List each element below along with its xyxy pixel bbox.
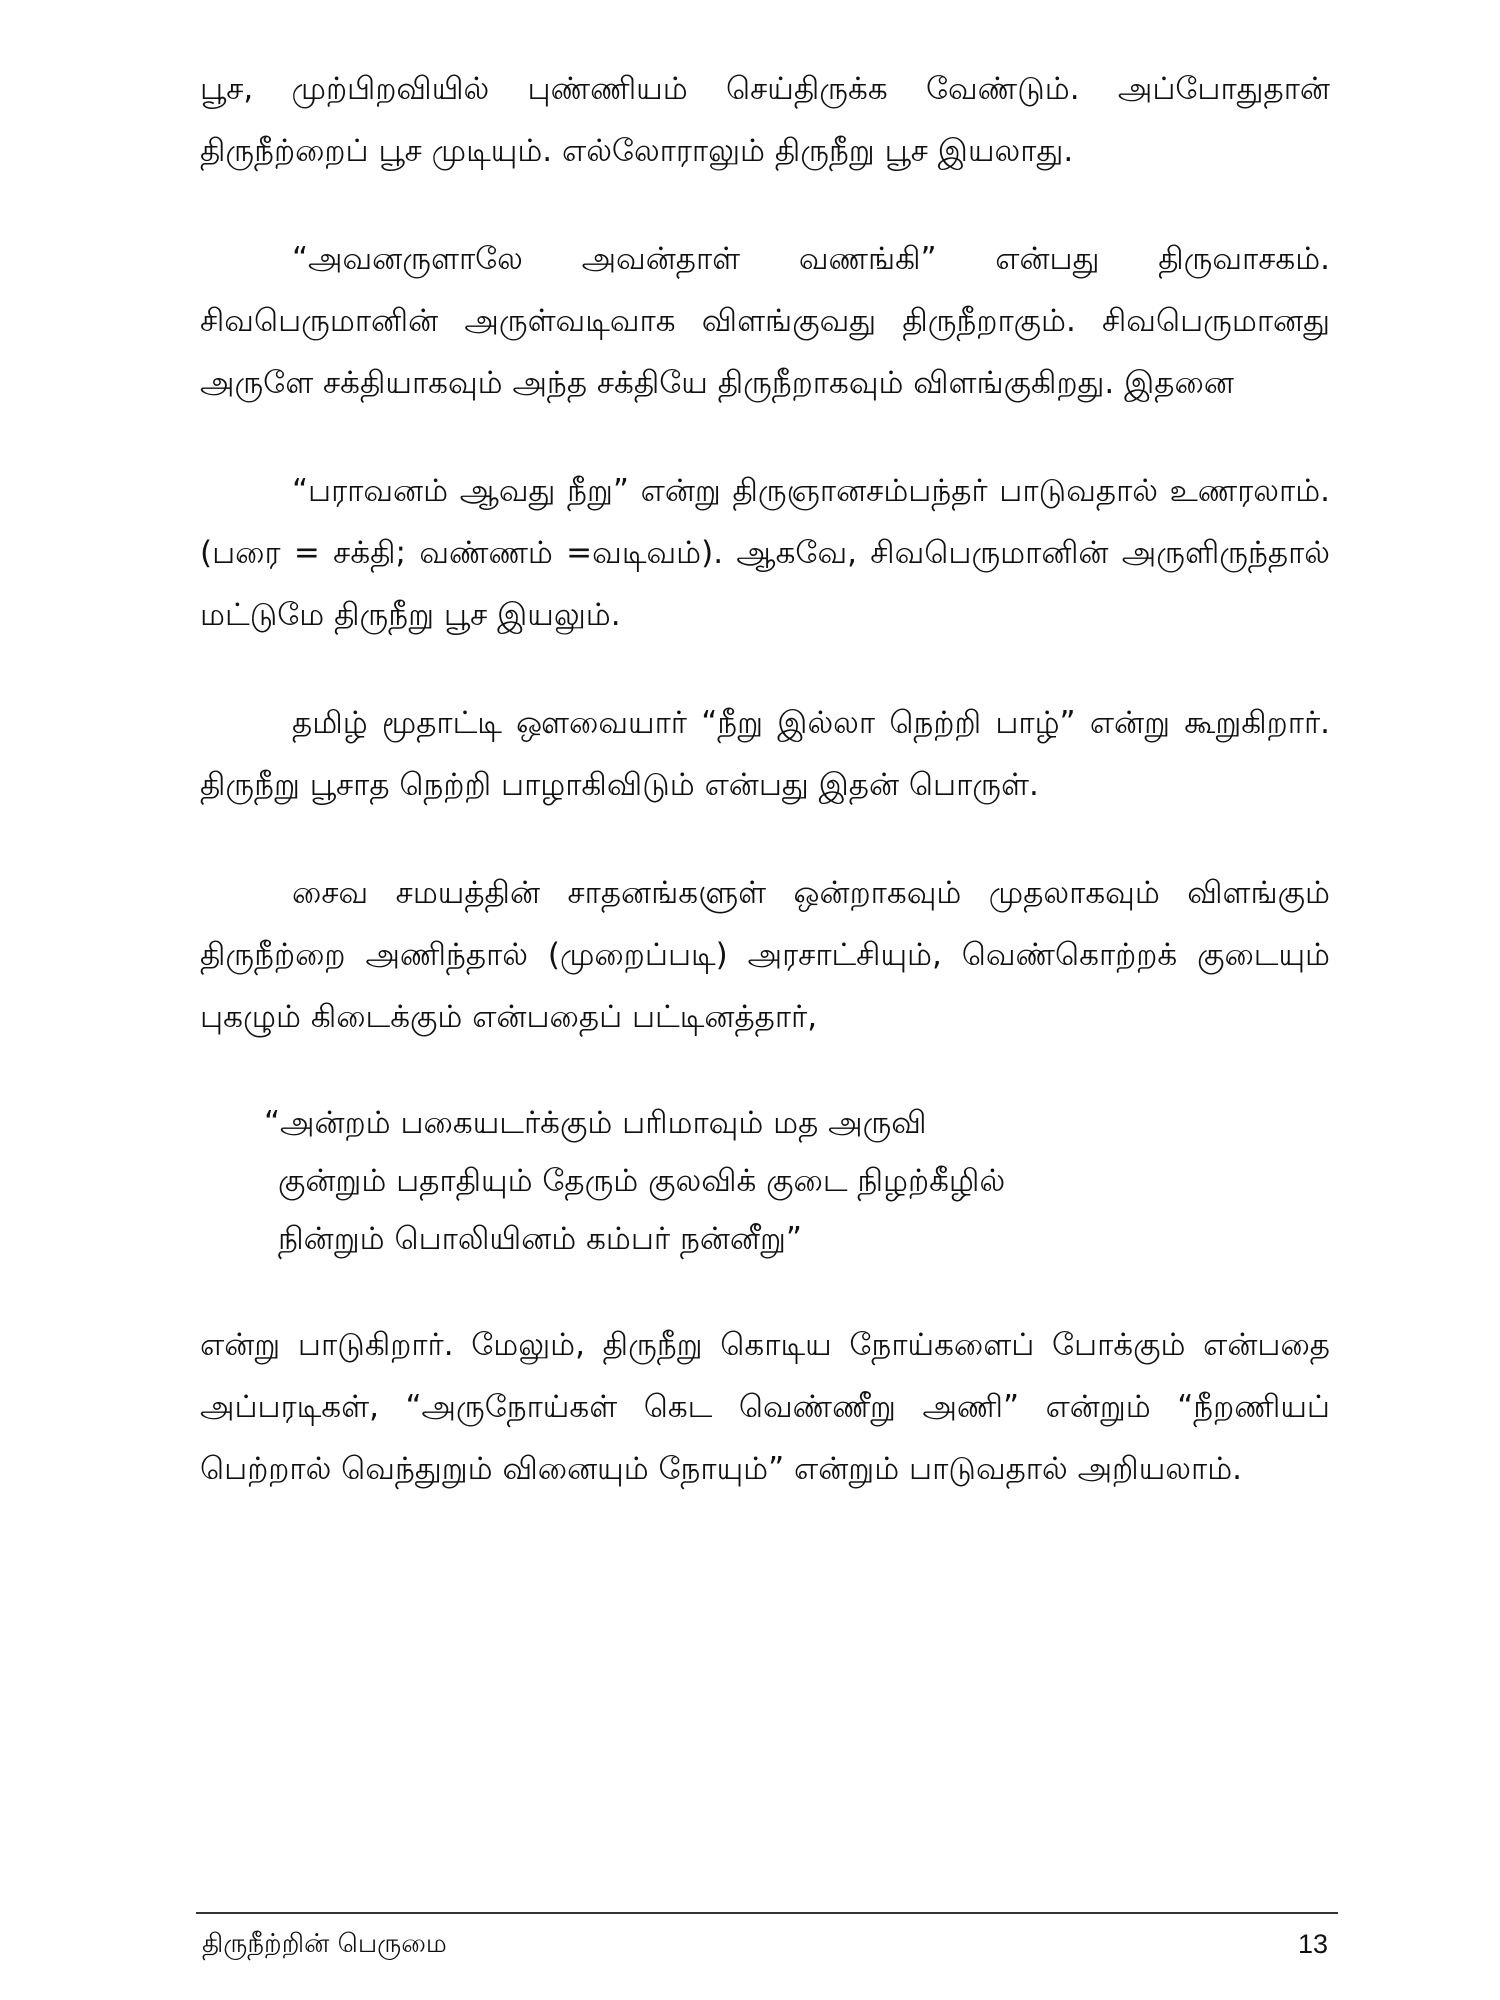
verse-quote [264,1094,1330,1268]
closing-paragraph: என்று பாடுகிறார். மேலும், திருநீறு கொடிய நோய்களைப் போக்கும் என்பதை அப்பரடிகள், “அருநோய்கள் கெட வெண்ணீறு அணி” என்றும் “நீறணியப் பெற்றால் வெந்துறும் வினையும் நோயும்” என்றும் பாடுவதால் அறியலாம். [200,1327,1330,1487]
footer-divider [196,1912,1338,1914]
paragraph-2: “அவனருளாலே அவன்தாள் வணங்கி” என்பது திருவாசகம். சிவபெருமானின் அருள்வடிவாக விளங்குவது திருநீறாகும். சிவபெருமானது அருளே சக்தியாகவும் அந்த சக்தியே திருநீறாகவும் விளங்குகிறது. இதனை [200,241,1330,401]
paragraph-5: சைவ சமயத்தின் சாதனங்களுள் ஒன்றாகவும் முதலாகவும் விளங்கும் திருநீற்றை அணிந்தால் (முறைப்படி) அரசாட்சியும், வெண்கொற்றக் குடையும் புகழும் கிடைக்கும் என்பதைப் பட்டினத்தார், [200,875,1330,1035]
verse-line-1: “அன்றம் பகையடர்க்கும் பரிமாவும் மத அருவி [264,1105,927,1141]
page-number: 13 [1297,1929,1328,1959]
paragraph-1: பூச, முற்பிறவியில் புண்ணியம் செய்திருக்க வேண்டும். அப்போதுதான் திருநீற்றைப் பூச முடியும். எல்லோராலும் திருநீறு பூச இயலாது. [200,71,1330,169]
paragraph-4: தமிழ் மூதாட்டி ஔவையார் “நீறு இல்லா நெற்றி பாழ்” என்று கூறுகிறார். திருநீறு பூசாத நெற்றி பாழாகிவிடும் என்பது இதன் பொருள். [200,705,1330,803]
footer-book-title: திருநீற்றின் பெருமை [202,1929,447,1959]
verse-line-3: நின்றும் பொலியினம் கம்பர் நன்னீறு” [278,1221,802,1257]
paragraph-3: “பராவனம் ஆவது நீறு” என்று திருஞானசம்பந்தர் பாடுவதால் உணரலாம். (பரை = சக்தி; வண்ணம் =வடிவம்). ஆகவே, சிவபெருமானின் அருளிருந்தால் மட்டுமே திருநீறு பூச இயலும். [200,473,1330,633]
verse-line-2: குன்றும் பதாதியும் தேரும் குலவிக் குடை நிழற்கீழில் [278,1163,1006,1199]
page-body [200,58,1330,1546]
